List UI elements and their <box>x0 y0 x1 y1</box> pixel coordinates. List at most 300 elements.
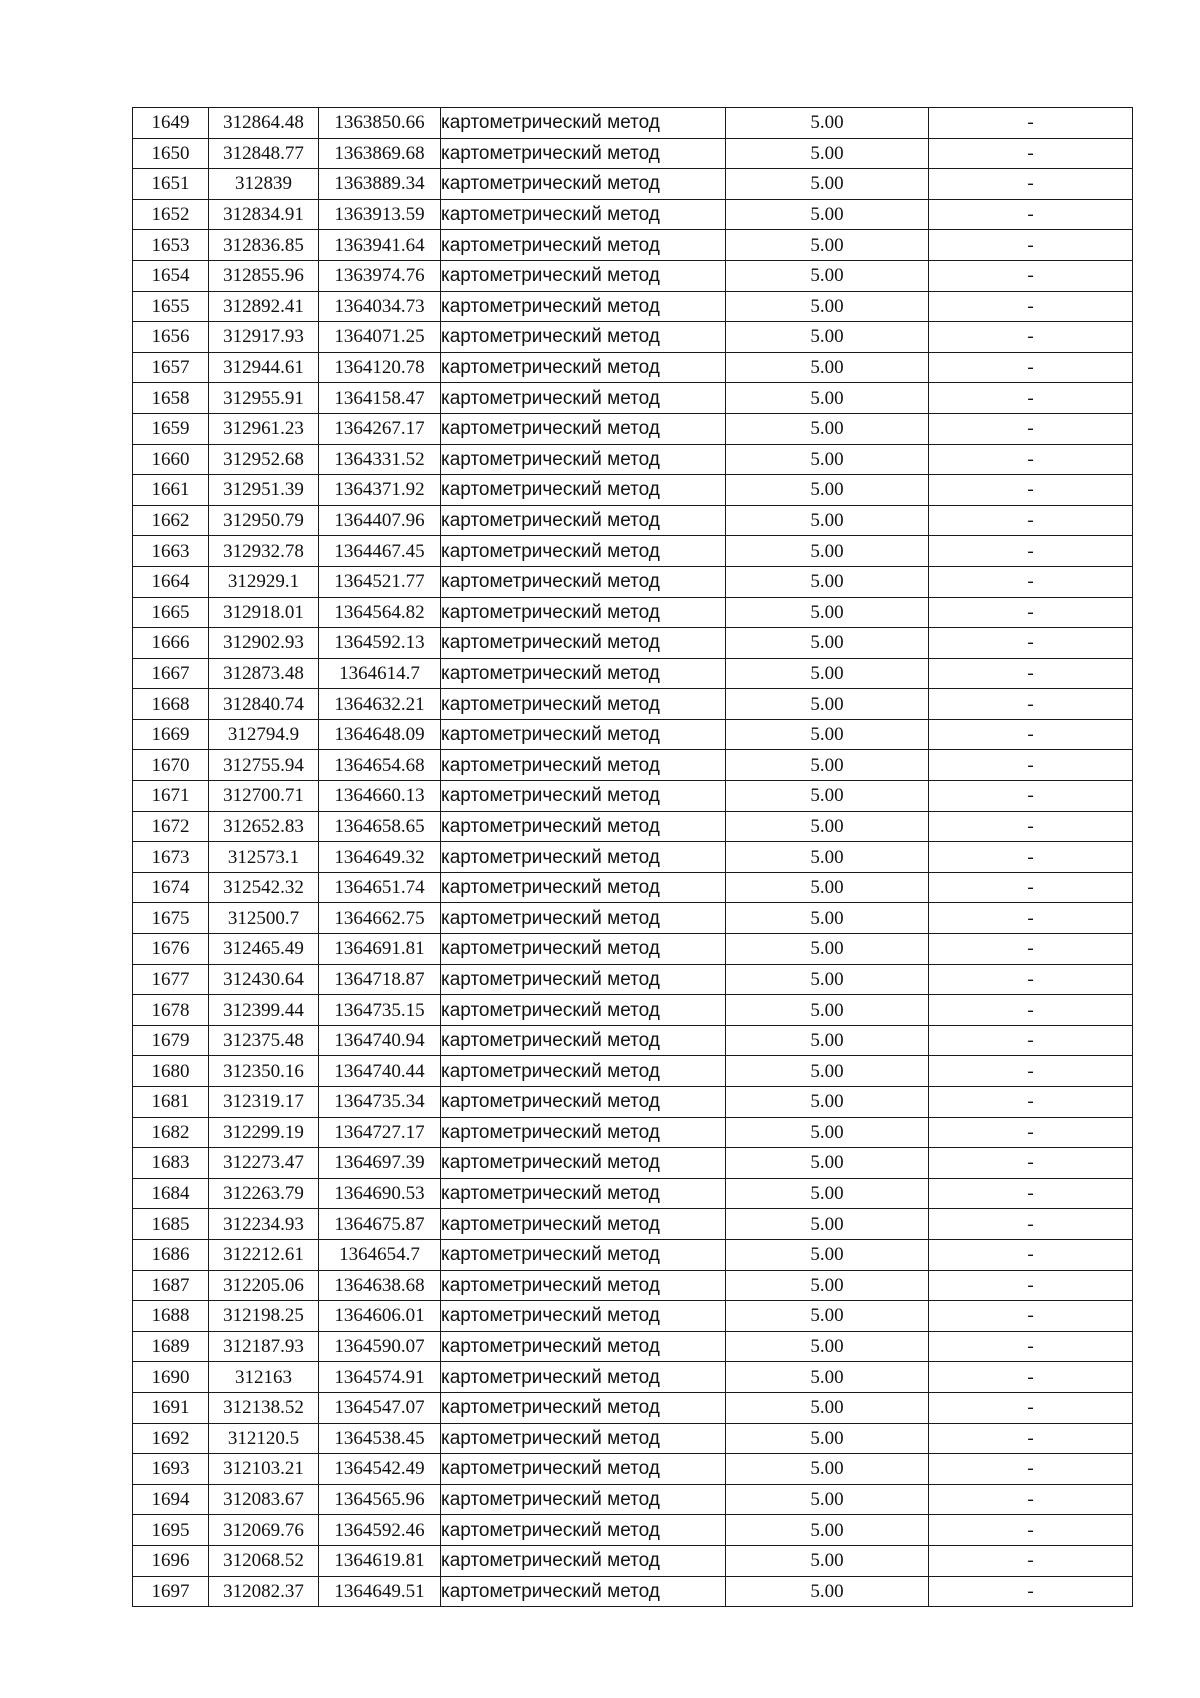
note-value-cell: - <box>929 322 1133 353</box>
determination-method-cell: картометрический метод <box>441 444 726 475</box>
y-coordinate-cell: 1364158.47 <box>319 383 441 414</box>
table-row <box>133 1270 1133 1301</box>
table-row <box>133 1056 1133 1087</box>
note-value-cell: - <box>929 138 1133 169</box>
note-value-cell: - <box>929 1301 1133 1332</box>
y-coordinate-cell: 1364675.87 <box>319 1209 441 1240</box>
x-coordinate-cell: 312573.1 <box>209 842 319 873</box>
table-row <box>133 1025 1133 1056</box>
accuracy-value-cell: 5.00 <box>726 781 929 812</box>
note-value-cell: - <box>929 1331 1133 1362</box>
accuracy-value-cell: 5.00 <box>726 1025 929 1056</box>
y-coordinate-cell: 1364592.13 <box>319 628 441 659</box>
table-row <box>133 689 1133 720</box>
determination-method-cell: картометрический метод <box>441 658 726 689</box>
determination-method-cell: картометрический метод <box>441 505 726 536</box>
y-coordinate-cell: 1364371.92 <box>319 475 441 506</box>
table-row <box>133 1178 1133 1209</box>
note-value-cell: - <box>929 628 1133 659</box>
table-row <box>133 230 1133 261</box>
accuracy-value-cell: 5.00 <box>726 872 929 903</box>
x-coordinate-cell: 312399.44 <box>209 995 319 1026</box>
y-coordinate-cell: 1364542.49 <box>319 1454 441 1485</box>
point-number-cell: 1691 <box>133 1392 209 1423</box>
x-coordinate-cell: 312836.85 <box>209 230 319 261</box>
table-row <box>133 383 1133 414</box>
determination-method-cell: картометрический метод <box>441 291 726 322</box>
note-value-cell: - <box>929 1056 1133 1087</box>
note-value-cell: - <box>929 872 1133 903</box>
note-value-cell: - <box>929 352 1133 383</box>
table-row <box>133 842 1133 873</box>
determination-method-cell: картометрический метод <box>441 1515 726 1546</box>
table-row <box>133 475 1133 506</box>
point-number-cell: 1684 <box>133 1178 209 1209</box>
x-coordinate-cell: 312918.01 <box>209 597 319 628</box>
y-coordinate-cell: 1364564.82 <box>319 597 441 628</box>
x-coordinate-cell: 312652.83 <box>209 811 319 842</box>
note-value-cell: - <box>929 108 1133 139</box>
x-coordinate-cell: 312902.93 <box>209 628 319 659</box>
note-value-cell: - <box>929 719 1133 750</box>
y-coordinate-cell: 1364740.44 <box>319 1056 441 1087</box>
table-row <box>133 199 1133 230</box>
note-value-cell: - <box>929 811 1133 842</box>
x-coordinate-cell: 312848.77 <box>209 138 319 169</box>
point-number-cell: 1659 <box>133 413 209 444</box>
table-row <box>133 658 1133 689</box>
y-coordinate-cell: 1364614.7 <box>319 658 441 689</box>
point-number-cell: 1655 <box>133 291 209 322</box>
x-coordinate-cell: 312500.7 <box>209 903 319 934</box>
accuracy-value-cell: 5.00 <box>726 1148 929 1179</box>
accuracy-value-cell: 5.00 <box>726 1056 929 1087</box>
point-number-cell: 1654 <box>133 260 209 291</box>
note-value-cell: - <box>929 1576 1133 1607</box>
determination-method-cell: картометрический метод <box>441 413 726 444</box>
determination-method-cell: картометрический метод <box>441 1178 726 1209</box>
accuracy-value-cell: 5.00 <box>726 505 929 536</box>
point-number-cell: 1657 <box>133 352 209 383</box>
note-value-cell: - <box>929 689 1133 720</box>
determination-method-cell: картометрический метод <box>441 475 726 506</box>
note-value-cell: - <box>929 903 1133 934</box>
table-row <box>133 811 1133 842</box>
note-value-cell: - <box>929 750 1133 781</box>
table-row <box>133 597 1133 628</box>
y-coordinate-cell: 1363974.76 <box>319 260 441 291</box>
determination-method-cell: картометрический метод <box>441 1331 726 1362</box>
note-value-cell: - <box>929 1270 1133 1301</box>
x-coordinate-cell: 312465.49 <box>209 934 319 965</box>
accuracy-value-cell: 5.00 <box>726 903 929 934</box>
y-coordinate-cell: 1364690.53 <box>319 1178 441 1209</box>
determination-method-cell: картометрический метод <box>441 750 726 781</box>
point-number-cell: 1672 <box>133 811 209 842</box>
note-value-cell: - <box>929 1362 1133 1393</box>
y-coordinate-cell: 1364071.25 <box>319 322 441 353</box>
y-coordinate-cell: 1364660.13 <box>319 781 441 812</box>
point-number-cell: 1697 <box>133 1576 209 1607</box>
y-coordinate-cell: 1364651.74 <box>319 872 441 903</box>
table-row <box>133 1087 1133 1118</box>
point-number-cell: 1682 <box>133 1117 209 1148</box>
x-coordinate-cell: 312234.93 <box>209 1209 319 1240</box>
accuracy-value-cell: 5.00 <box>726 260 929 291</box>
accuracy-value-cell: 5.00 <box>726 842 929 873</box>
y-coordinate-cell: 1364592.46 <box>319 1515 441 1546</box>
point-number-cell: 1674 <box>133 872 209 903</box>
y-coordinate-cell: 1364547.07 <box>319 1392 441 1423</box>
table-row <box>133 1301 1133 1332</box>
determination-method-cell: картометрический метод <box>441 1362 726 1393</box>
accuracy-value-cell: 5.00 <box>726 444 929 475</box>
point-number-cell: 1670 <box>133 750 209 781</box>
note-value-cell: - <box>929 536 1133 567</box>
note-value-cell: - <box>929 1454 1133 1485</box>
accuracy-value-cell: 5.00 <box>726 628 929 659</box>
table-row <box>133 1545 1133 1576</box>
accuracy-value-cell: 5.00 <box>726 230 929 261</box>
y-coordinate-cell: 1363869.68 <box>319 138 441 169</box>
determination-method-cell: картометрический метод <box>441 689 726 720</box>
table-row <box>133 1392 1133 1423</box>
accuracy-value-cell: 5.00 <box>726 1423 929 1454</box>
determination-method-cell: картометрический метод <box>441 934 726 965</box>
accuracy-value-cell: 5.00 <box>726 1209 929 1240</box>
note-value-cell: - <box>929 934 1133 965</box>
table-row <box>133 1148 1133 1179</box>
table-row <box>133 781 1133 812</box>
accuracy-value-cell: 5.00 <box>726 566 929 597</box>
y-coordinate-cell: 1364467.45 <box>319 536 441 567</box>
accuracy-value-cell: 5.00 <box>726 689 929 720</box>
x-coordinate-cell: 312187.93 <box>209 1331 319 1362</box>
point-number-cell: 1650 <box>133 138 209 169</box>
x-coordinate-cell: 312430.64 <box>209 964 319 995</box>
x-coordinate-cell: 312951.39 <box>209 475 319 506</box>
y-coordinate-cell: 1364606.01 <box>319 1301 441 1332</box>
table-row <box>133 1362 1133 1393</box>
x-coordinate-cell: 312083.67 <box>209 1484 319 1515</box>
table-row <box>133 1239 1133 1270</box>
determination-method-cell: картометрический метод <box>441 1270 726 1301</box>
note-value-cell: - <box>929 1515 1133 1546</box>
y-coordinate-cell: 1364658.65 <box>319 811 441 842</box>
y-coordinate-cell: 1364649.51 <box>319 1576 441 1607</box>
table-row <box>133 169 1133 200</box>
table-row <box>133 934 1133 965</box>
determination-method-cell: картометрический метод <box>441 1087 726 1118</box>
note-value-cell: - <box>929 781 1133 812</box>
determination-method-cell: картометрический метод <box>441 352 726 383</box>
point-number-cell: 1667 <box>133 658 209 689</box>
x-coordinate-cell: 312120.5 <box>209 1423 319 1454</box>
y-coordinate-cell: 1364632.21 <box>319 689 441 720</box>
x-coordinate-cell: 312299.19 <box>209 1117 319 1148</box>
determination-method-cell: картометрический метод <box>441 230 726 261</box>
accuracy-value-cell: 5.00 <box>726 1515 929 1546</box>
x-coordinate-cell: 312103.21 <box>209 1454 319 1485</box>
y-coordinate-cell: 1364120.78 <box>319 352 441 383</box>
point-number-cell: 1664 <box>133 566 209 597</box>
y-coordinate-cell: 1364565.96 <box>319 1484 441 1515</box>
accuracy-value-cell: 5.00 <box>726 291 929 322</box>
note-value-cell: - <box>929 383 1133 414</box>
determination-method-cell: картометрический метод <box>441 169 726 200</box>
x-coordinate-cell: 312961.23 <box>209 413 319 444</box>
y-coordinate-cell: 1363850.66 <box>319 108 441 139</box>
table-row <box>133 444 1133 475</box>
table-row <box>133 872 1133 903</box>
accuracy-value-cell: 5.00 <box>726 964 929 995</box>
point-number-cell: 1658 <box>133 383 209 414</box>
x-coordinate-cell: 312319.17 <box>209 1087 319 1118</box>
point-number-cell: 1669 <box>133 719 209 750</box>
note-value-cell: - <box>929 413 1133 444</box>
point-number-cell: 1681 <box>133 1087 209 1118</box>
x-coordinate-cell: 312263.79 <box>209 1178 319 1209</box>
point-number-cell: 1693 <box>133 1454 209 1485</box>
x-coordinate-cell: 312350.16 <box>209 1056 319 1087</box>
determination-method-cell: картометрический метод <box>441 1392 726 1423</box>
table-row <box>133 964 1133 995</box>
accuracy-value-cell: 5.00 <box>726 1545 929 1576</box>
accuracy-value-cell: 5.00 <box>726 934 929 965</box>
y-coordinate-cell: 1364574.91 <box>319 1362 441 1393</box>
note-value-cell: - <box>929 1025 1133 1056</box>
table-row <box>133 1117 1133 1148</box>
x-coordinate-cell: 312873.48 <box>209 658 319 689</box>
determination-method-cell: картометрический метод <box>441 903 726 934</box>
table-row <box>133 1484 1133 1515</box>
determination-method-cell: картометрический метод <box>441 1576 726 1607</box>
accuracy-value-cell: 5.00 <box>726 536 929 567</box>
table-row <box>133 1331 1133 1362</box>
determination-method-cell: картометрический метод <box>441 719 726 750</box>
point-number-cell: 1661 <box>133 475 209 506</box>
determination-method-cell: картометрический метод <box>441 1545 726 1576</box>
x-coordinate-cell: 312069.76 <box>209 1515 319 1546</box>
point-number-cell: 1652 <box>133 199 209 230</box>
determination-method-cell: картометрический метод <box>441 322 726 353</box>
x-coordinate-cell: 312952.68 <box>209 444 319 475</box>
table-row <box>133 413 1133 444</box>
determination-method-cell: картометрический метод <box>441 872 726 903</box>
table-row <box>133 1576 1133 1607</box>
table-row <box>133 1209 1133 1240</box>
determination-method-cell: картометрический метод <box>441 1301 726 1332</box>
point-number-cell: 1685 <box>133 1209 209 1240</box>
note-value-cell: - <box>929 169 1133 200</box>
x-coordinate-cell: 312273.47 <box>209 1148 319 1179</box>
coordinates-table-body <box>133 108 1133 1607</box>
determination-method-cell: картометрический метод <box>441 781 726 812</box>
x-coordinate-cell: 312917.93 <box>209 322 319 353</box>
y-coordinate-cell: 1364619.81 <box>319 1545 441 1576</box>
table-row <box>133 719 1133 750</box>
table-row <box>133 995 1133 1026</box>
y-coordinate-cell: 1363913.59 <box>319 199 441 230</box>
x-coordinate-cell: 312929.1 <box>209 566 319 597</box>
y-coordinate-cell: 1364662.75 <box>319 903 441 934</box>
y-coordinate-cell: 1364697.39 <box>319 1148 441 1179</box>
x-coordinate-cell: 312198.25 <box>209 1301 319 1332</box>
x-coordinate-cell: 312955.91 <box>209 383 319 414</box>
determination-method-cell: картометрический метод <box>441 108 726 139</box>
determination-method-cell: картометрический метод <box>441 1239 726 1270</box>
accuracy-value-cell: 5.00 <box>726 811 929 842</box>
point-number-cell: 1671 <box>133 781 209 812</box>
table-row <box>133 352 1133 383</box>
determination-method-cell: картометрический метод <box>441 995 726 1026</box>
point-number-cell: 1676 <box>133 934 209 965</box>
determination-method-cell: картометрический метод <box>441 260 726 291</box>
note-value-cell: - <box>929 475 1133 506</box>
determination-method-cell: картометрический метод <box>441 1484 726 1515</box>
table-row <box>133 108 1133 139</box>
y-coordinate-cell: 1364735.34 <box>319 1087 441 1118</box>
determination-method-cell: картометрический метод <box>441 964 726 995</box>
determination-method-cell: картометрический метод <box>441 1148 726 1179</box>
x-coordinate-cell: 312864.48 <box>209 108 319 139</box>
accuracy-value-cell: 5.00 <box>726 1178 929 1209</box>
x-coordinate-cell: 312542.32 <box>209 872 319 903</box>
point-number-cell: 1651 <box>133 169 209 200</box>
y-coordinate-cell: 1364727.17 <box>319 1117 441 1148</box>
x-coordinate-cell: 312840.74 <box>209 689 319 720</box>
note-value-cell: - <box>929 1484 1133 1515</box>
table-row <box>133 260 1133 291</box>
accuracy-value-cell: 5.00 <box>726 1331 929 1362</box>
point-number-cell: 1683 <box>133 1148 209 1179</box>
point-number-cell: 1686 <box>133 1239 209 1270</box>
point-number-cell: 1677 <box>133 964 209 995</box>
table-row <box>133 628 1133 659</box>
point-number-cell: 1678 <box>133 995 209 1026</box>
determination-method-cell: картометрический метод <box>441 628 726 659</box>
x-coordinate-cell: 312950.79 <box>209 505 319 536</box>
x-coordinate-cell: 312794.9 <box>209 719 319 750</box>
table-row <box>133 505 1133 536</box>
x-coordinate-cell: 312375.48 <box>209 1025 319 1056</box>
y-coordinate-cell: 1364649.32 <box>319 842 441 873</box>
note-value-cell: - <box>929 1392 1133 1423</box>
accuracy-value-cell: 5.00 <box>726 597 929 628</box>
table-row <box>133 536 1133 567</box>
accuracy-value-cell: 5.00 <box>726 169 929 200</box>
accuracy-value-cell: 5.00 <box>726 352 929 383</box>
accuracy-value-cell: 5.00 <box>726 1454 929 1485</box>
determination-method-cell: картометрический метод <box>441 811 726 842</box>
note-value-cell: - <box>929 1087 1133 1118</box>
y-coordinate-cell: 1364034.73 <box>319 291 441 322</box>
x-coordinate-cell: 312834.91 <box>209 199 319 230</box>
note-value-cell: - <box>929 1239 1133 1270</box>
accuracy-value-cell: 5.00 <box>726 1117 929 1148</box>
accuracy-value-cell: 5.00 <box>726 1362 929 1393</box>
note-value-cell: - <box>929 658 1133 689</box>
accuracy-value-cell: 5.00 <box>726 138 929 169</box>
y-coordinate-cell: 1364331.52 <box>319 444 441 475</box>
determination-method-cell: картометрический метод <box>441 597 726 628</box>
point-number-cell: 1688 <box>133 1301 209 1332</box>
note-value-cell: - <box>929 260 1133 291</box>
determination-method-cell: картометрический метод <box>441 536 726 567</box>
x-coordinate-cell: 312855.96 <box>209 260 319 291</box>
note-value-cell: - <box>929 1545 1133 1576</box>
point-number-cell: 1689 <box>133 1331 209 1362</box>
point-number-cell: 1653 <box>133 230 209 261</box>
x-coordinate-cell: 312892.41 <box>209 291 319 322</box>
table-row <box>133 1515 1133 1546</box>
note-value-cell: - <box>929 1178 1133 1209</box>
table-row <box>133 1454 1133 1485</box>
accuracy-value-cell: 5.00 <box>726 658 929 689</box>
y-coordinate-cell: 1364718.87 <box>319 964 441 995</box>
point-number-cell: 1668 <box>133 689 209 720</box>
point-number-cell: 1695 <box>133 1515 209 1546</box>
determination-method-cell: картометрический метод <box>441 383 726 414</box>
x-coordinate-cell: 312212.61 <box>209 1239 319 1270</box>
point-number-cell: 1666 <box>133 628 209 659</box>
determination-method-cell: картометрический метод <box>441 566 726 597</box>
coordinates-table <box>132 107 1133 1607</box>
x-coordinate-cell: 312205.06 <box>209 1270 319 1301</box>
table-row <box>133 566 1133 597</box>
point-number-cell: 1656 <box>133 322 209 353</box>
determination-method-cell: картометрический метод <box>441 1117 726 1148</box>
determination-method-cell: картометрический метод <box>441 1025 726 1056</box>
note-value-cell: - <box>929 230 1133 261</box>
point-number-cell: 1687 <box>133 1270 209 1301</box>
y-coordinate-cell: 1364654.68 <box>319 750 441 781</box>
y-coordinate-cell: 1364735.15 <box>319 995 441 1026</box>
table-row <box>133 138 1133 169</box>
y-coordinate-cell: 1364691.81 <box>319 934 441 965</box>
point-number-cell: 1649 <box>133 108 209 139</box>
table-row <box>133 750 1133 781</box>
accuracy-value-cell: 5.00 <box>726 719 929 750</box>
accuracy-value-cell: 5.00 <box>726 1270 929 1301</box>
y-coordinate-cell: 1364654.7 <box>319 1239 441 1270</box>
y-coordinate-cell: 1364538.45 <box>319 1423 441 1454</box>
y-coordinate-cell: 1364740.94 <box>319 1025 441 1056</box>
determination-method-cell: картометрический метод <box>441 1423 726 1454</box>
note-value-cell: - <box>929 995 1133 1026</box>
determination-method-cell: картометрический метод <box>441 1209 726 1240</box>
point-number-cell: 1696 <box>133 1545 209 1576</box>
accuracy-value-cell: 5.00 <box>726 1301 929 1332</box>
accuracy-value-cell: 5.00 <box>726 750 929 781</box>
y-coordinate-cell: 1364407.96 <box>319 505 441 536</box>
determination-method-cell: картометрический метод <box>441 1056 726 1087</box>
accuracy-value-cell: 5.00 <box>726 475 929 506</box>
accuracy-value-cell: 5.00 <box>726 199 929 230</box>
point-number-cell: 1673 <box>133 842 209 873</box>
point-number-cell: 1660 <box>133 444 209 475</box>
accuracy-value-cell: 5.00 <box>726 413 929 444</box>
x-coordinate-cell: 312700.71 <box>209 781 319 812</box>
point-number-cell: 1663 <box>133 536 209 567</box>
point-number-cell: 1680 <box>133 1056 209 1087</box>
accuracy-value-cell: 5.00 <box>726 1087 929 1118</box>
accuracy-value-cell: 5.00 <box>726 1392 929 1423</box>
note-value-cell: - <box>929 291 1133 322</box>
note-value-cell: - <box>929 1423 1133 1454</box>
note-value-cell: - <box>929 566 1133 597</box>
note-value-cell: - <box>929 1209 1133 1240</box>
